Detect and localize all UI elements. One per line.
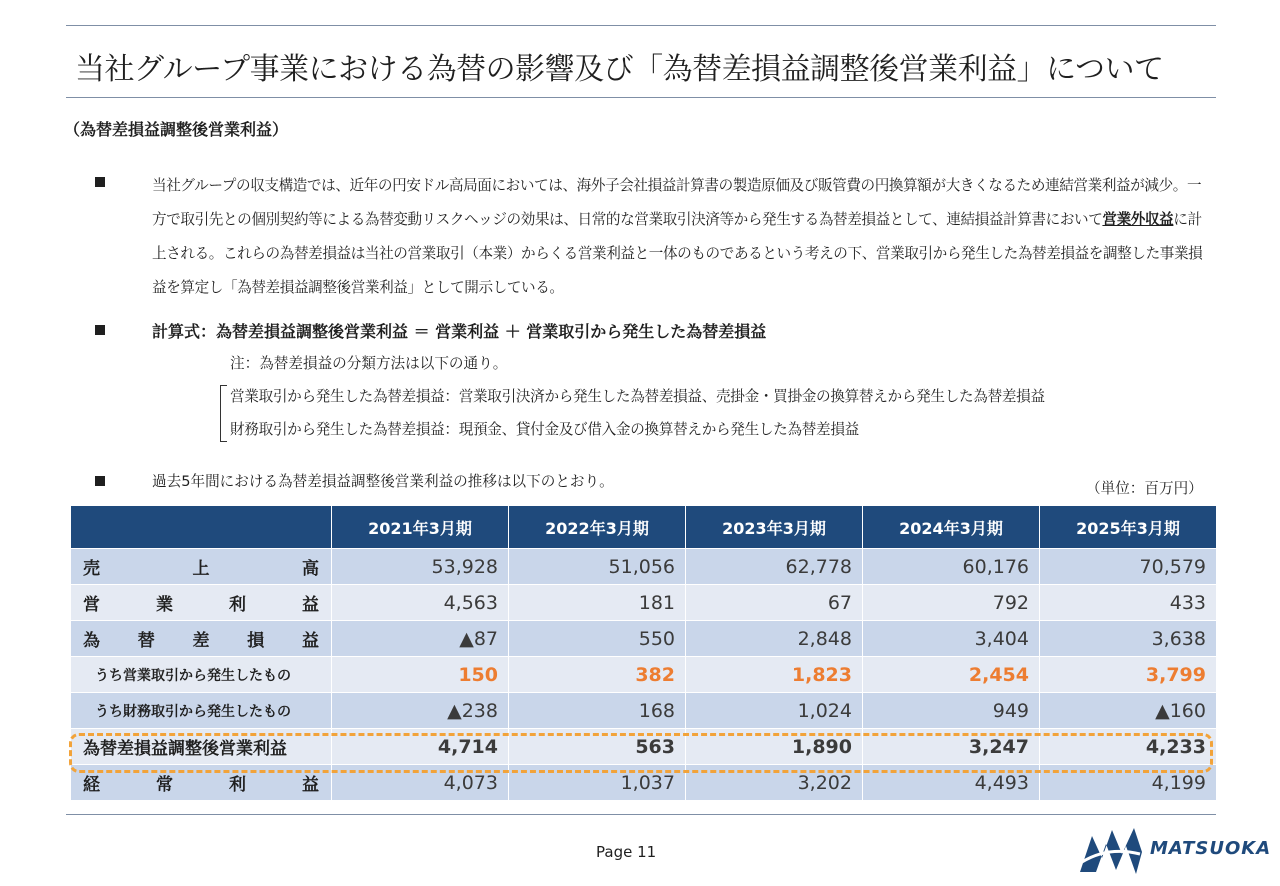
table-row-operating-profit [71,585,1217,621]
bullet-icon [95,325,105,335]
row-label: うち財務取引から発生したもの [71,693,332,729]
header-cell [71,506,332,549]
row-label [71,585,332,621]
note-text: 注：為替差損益の分類方法は以下の通り。 [230,355,508,372]
page-number: Page 11 [596,843,657,861]
table-cell: 4,199 [1040,765,1217,801]
header-cell: 2023年3月期 [686,506,863,549]
table-cell: 2,454 [863,657,1040,693]
page-title: 当社グループ事業における為替の影響及び「為替差損益調整後営業利益」について [75,52,1164,87]
table-cell: 67 [686,585,863,621]
table-cell: 181 [509,585,686,621]
note-line-financial: 財務取引から発生した為替差損益：現預金、貸付金及び借入金の換算替えから発生した為替差損益 [230,421,859,438]
table-cell: 382 [509,657,686,693]
table-cell: 60,176 [863,549,1040,585]
label-char: 差 [192,631,210,651]
label-char: 替 [137,631,155,651]
row-label [71,549,332,585]
label-char: 利 [229,775,246,795]
table-cell: 4,493 [863,765,1040,801]
bottom-rule [66,814,1216,815]
bullet-icon [95,177,105,187]
table-cell: ▲238 [332,693,509,729]
header-cell: 2024年3月期 [863,506,1040,549]
logo-text: MATSUOKA [1150,838,1272,859]
table-cell: 792 [863,585,1040,621]
table-cell: 1,037 [509,765,686,801]
bullet-icon [95,476,105,486]
table-cell: 949 [863,693,1040,729]
table-cell: 3,247 [863,729,1040,765]
label-char: 常 [156,775,173,795]
table-header-row [71,506,1217,549]
bracket-icon [220,385,227,442]
table-cell: 51,056 [509,549,686,585]
paragraph-underlined: 営業外収益 [1102,211,1174,228]
label-char: 営 [83,595,100,615]
paragraph-part1: 当社グループの収支構造では、近年の円安ドル高局面においては、海外子会社損益計算書の製造原価及び販管費の円換算額が大きくなるため連結営業利益が減少。一方で取引先との個別契約等による為替変動リスクヘッジの効果は、日常的な営業取引決済等から発生する為替差損益として、連結損益計算書において [152,177,1202,228]
top-rule [66,25,1216,26]
table-cell: ▲87 [332,621,509,657]
header-cell: 2025年3月期 [1040,506,1217,549]
title-rule [66,97,1216,98]
table-row-fx-gain-loss [71,621,1217,657]
table-cell: 2,848 [686,621,863,657]
header-cell: 2022年3月期 [509,506,686,549]
label-char: 売 [83,559,100,579]
section-subheading: （為替差損益調整後営業利益） [64,120,289,139]
description-paragraph [152,169,1212,305]
label-char: 利 [229,595,246,615]
table-cell: 563 [509,729,686,765]
note-line-operating: 営業取引から発生した為替差損益：営業取引決済から発生した為替差損益、売掛金・買掛金の換算替えから発生した為替差損益 [230,388,1045,405]
label-char: 損 [247,631,265,651]
table-cell: 3,799 [1040,657,1217,693]
table-row-fx-operating [71,657,1217,693]
table-row-sales [71,549,1217,585]
table-cell: 4,563 [332,585,509,621]
table-cell: 3,202 [686,765,863,801]
table-cell: 70,579 [1040,549,1217,585]
table-cell: 53,928 [332,549,509,585]
label-char: 業 [156,595,173,615]
formula-text: 計算式：為替差損益調整後営業利益 ＝ 営業利益 ＋ 営業取引から発生した為替差損益 [152,322,767,341]
table-cell: 550 [509,621,686,657]
table-cell: 150 [332,657,509,693]
table-cell: 3,404 [863,621,1040,657]
label-char: 益 [302,595,319,615]
table-cell: 3,638 [1040,621,1217,657]
table-cell: 433 [1040,585,1217,621]
label-char: 高 [302,559,319,579]
adjusted-profit-highlight [69,733,1213,773]
table-cell: 62,778 [686,549,863,585]
table-intro: 過去5年間における為替差損益調整後営業利益の推移は以下のとおり。 [152,473,614,490]
row-label: 為替差損益調整後営業利益 [71,729,332,765]
table-cell: 4,233 [1040,729,1217,765]
table-cell: 4,073 [332,765,509,801]
label-char: 益 [302,775,319,795]
table-cell: ▲160 [1040,693,1217,729]
label-char: 上 [192,559,210,579]
row-label [71,621,332,657]
table-cell: 1,890 [686,729,863,765]
label-char: 経 [83,775,100,795]
table-cell: 1,823 [686,657,863,693]
label-char: 為 [83,631,100,651]
row-label: うち営業取引から発生したもの [71,657,332,693]
table-cell: 1,024 [686,693,863,729]
header-cell: 2021年3月期 [332,506,509,549]
table-cell: 4,714 [332,729,509,765]
table-cell: 168 [509,693,686,729]
label-char: 益 [302,631,319,651]
unit-label: （単位：百万円） [1086,480,1203,497]
paragraph-part2: に計上される。これらの為替差損益は当社の営業取引（本業）からくる営業利益と一体のものであるという考えの下、営業取引から発生した為替差損益を調整した事業損益を算定し「為替差損益調整後営業利益」として開示している。 [152,211,1203,296]
table-row-fx-financial [71,693,1217,729]
